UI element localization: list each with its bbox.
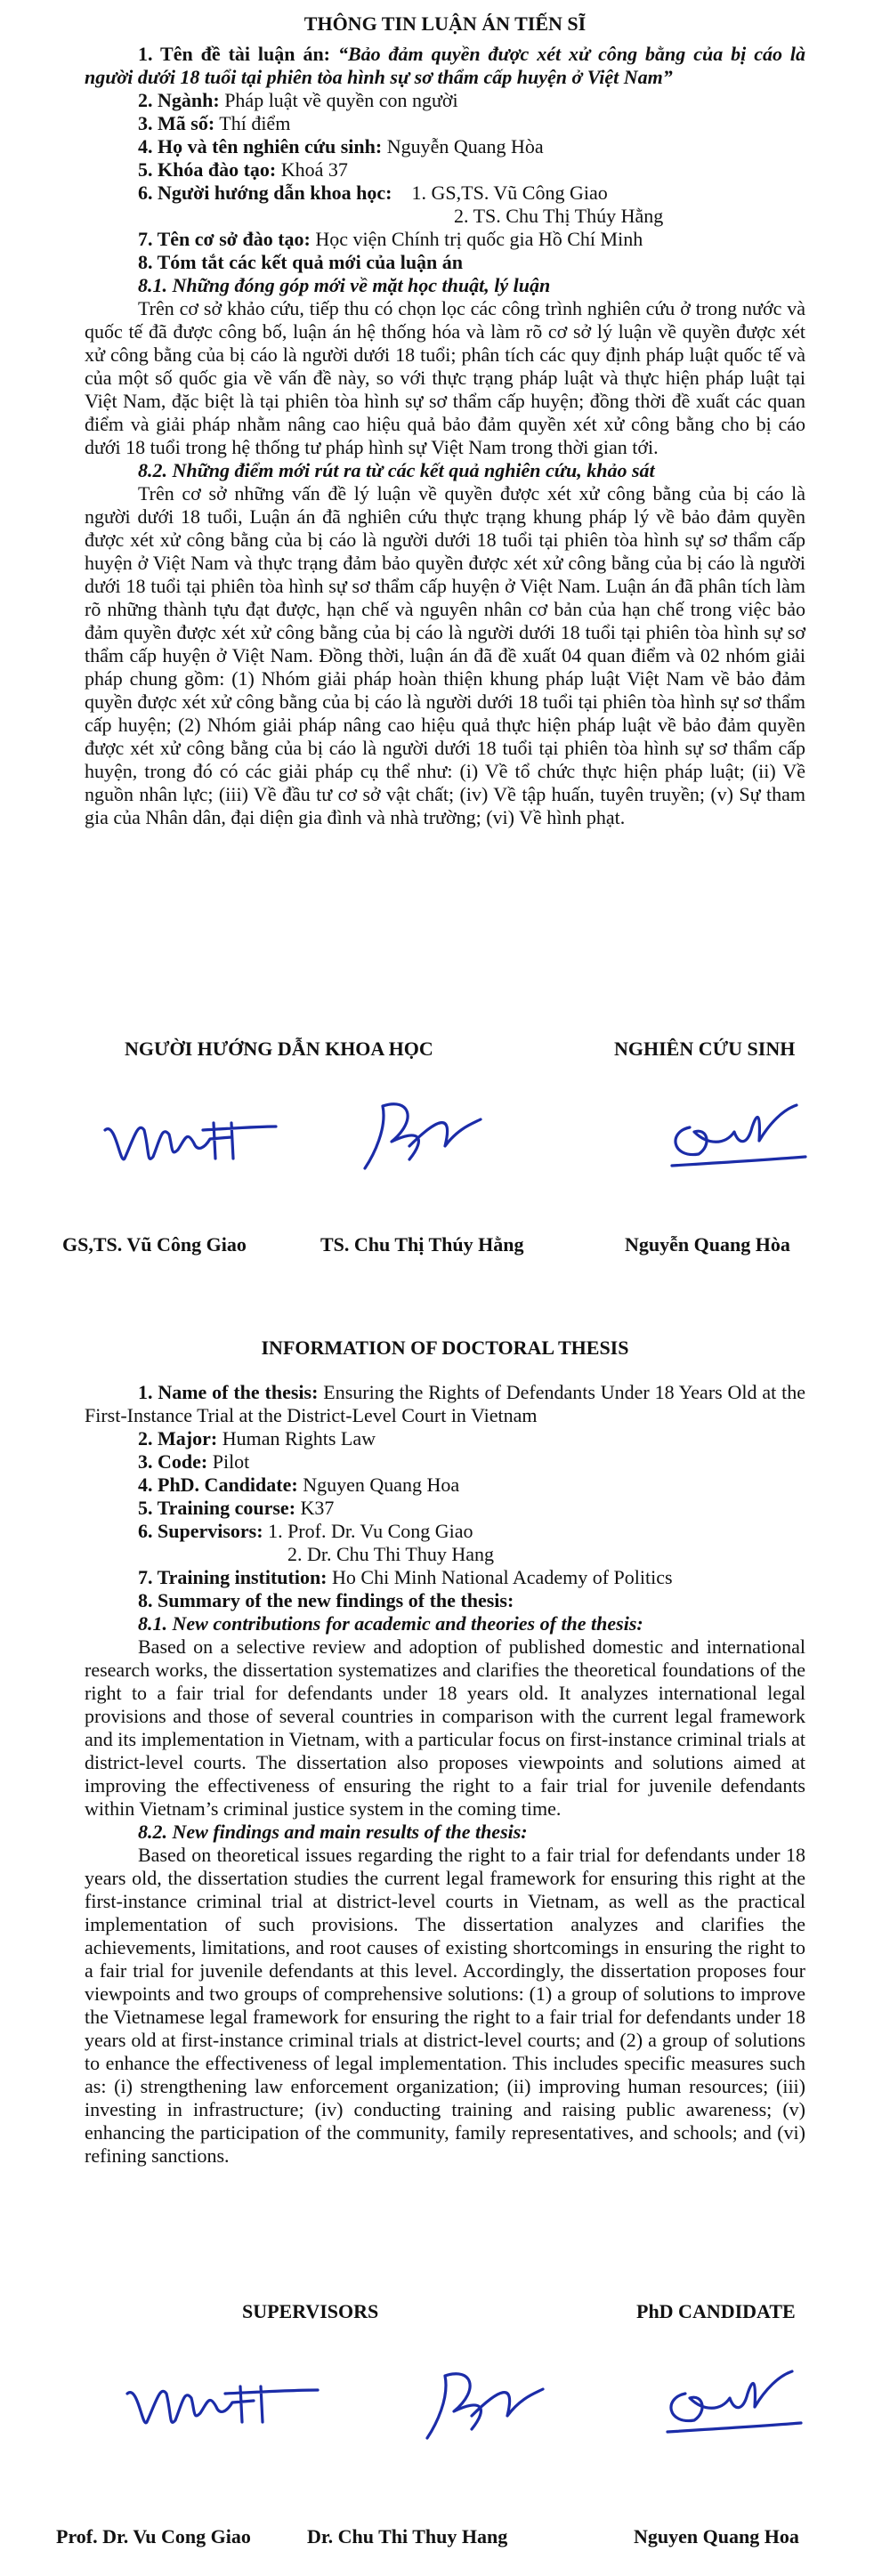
- vi-thesis-label: 1. Tên đề tài luận án:: [138, 43, 331, 65]
- vi-signature-supervisor-1: [98, 1103, 285, 1183]
- vi-code: [85, 112, 805, 135]
- en-name-candidate: Nguyen Quang Hoa: [634, 2525, 799, 2548]
- vi-name-supervisor-2: TS. Chu Thị Thúy Hằng: [320, 1233, 524, 1256]
- vi-candidate-label: 4. Họ và tên nghiên cứu sinh:: [138, 135, 383, 157]
- en-supervisors-label: 6. Supervisors:: [138, 1520, 263, 1542]
- en-supervisor-1: 1. Prof. Dr. Vu Cong Giao: [268, 1520, 473, 1542]
- vi-thesis-name: [85, 43, 805, 89]
- vi-sig-supervisors-heading: NGƯỜI HƯỚNG DẪN KHOA HỌC: [125, 1038, 433, 1060]
- en-thesis-value: Ensuring the Rights of Defendants Under 18 Years Old at the First-Instance Trial at the District-Level Court in Vietnam: [85, 1381, 805, 1426]
- vi-course: [85, 158, 805, 182]
- vi-signature-candidate: [663, 1096, 814, 1176]
- en-candidate: [85, 1474, 805, 1497]
- en-institution-label: 7. Training institution:: [138, 1566, 328, 1588]
- vi-summary-label: 8. Tóm tắt các kết quả mới của luận án: [138, 251, 464, 273]
- en-thesis-label: 1. Name of the thesis:: [138, 1381, 319, 1403]
- vi-candidate: [85, 135, 805, 158]
- en-sig-candidate-heading: PhD CANDIDATE: [636, 2300, 796, 2322]
- en-thesis-name: [85, 1381, 805, 1427]
- vi-major-label: 2. Ngành:: [138, 89, 220, 111]
- vi-supervisors: [85, 182, 805, 205]
- vi-code-label: 3. Mã số:: [138, 112, 215, 134]
- en-supervisor-2: 2. Dr. Chu Thi Thuy Hang: [287, 1543, 495, 1565]
- vi-name-candidate: Nguyễn Quang Hòa: [625, 1233, 790, 1256]
- vi-thesis-value: “Bảo đảm quyền được xét xử công bằng của bị cáo là người dưới 18 tuổi tại phiên tòa hình sự sơ thẩm cấp huyện ở Việt Nam”: [85, 43, 806, 88]
- en-course: [85, 1497, 805, 1520]
- en-code: [85, 1450, 805, 1474]
- vi-signature-supervisor-2: [356, 1093, 490, 1182]
- vi-major-value: Pháp luật về quyền con người: [224, 89, 458, 111]
- vi-supervisor-1: 1. GS,TS. Vũ Công Giao: [411, 182, 608, 204]
- vi-title: THÔNG TIN LUẬN ÁN TIẾN SĨ: [303, 12, 587, 35]
- en-signature-candidate: [659, 2362, 810, 2443]
- en-signature-supervisor-1: [120, 2367, 325, 2447]
- en-title: INFORMATION OF DOCTORAL THESIS: [261, 1336, 629, 1359]
- vi-institution: [85, 228, 805, 251]
- vi-sig-candidate-heading: NGHIÊN CỨU SINH: [614, 1038, 796, 1060]
- vi-course-label: 5. Khóa đào tạo:: [138, 158, 277, 181]
- english-section: [85, 1336, 805, 2168]
- en-name-supervisor-2: Dr. Chu Thi Thuy Hang: [307, 2525, 508, 2548]
- en-course-label: 5. Training course:: [138, 1497, 296, 1519]
- en-s81-heading: 8.1. New contributions for academic and theories of the thesis:: [138, 1612, 643, 1635]
- en-name-supervisor-1: Prof. Dr. Vu Cong Giao: [56, 2525, 251, 2548]
- en-course-value: K37: [300, 1497, 335, 1519]
- vi-s81-heading: 8.1. Những đóng góp mới về mặt học thuật, lý luận: [138, 274, 551, 296]
- vi-candidate-value: Nguyễn Quang Hòa: [386, 135, 544, 157]
- vi-institution-label: 7. Tên cơ sở đào tạo:: [138, 228, 311, 250]
- en-code-label: 3. Code:: [138, 1450, 208, 1473]
- vi-s81-text: Trên cơ sở khảo cứu, tiếp thu có chọn lọc các công trình nghiên cứu ở trong nước và quốc tế đã được công bố, luận án hệ thống hóa và làm rõ cơ sở lý luận về quyền được xét xử công bằng của bị cáo là người dưới 18 tuổi; phân tích các quy định pháp luật quốc tế và của một số quốc gia về vấn đề này, so với thực trạng pháp luật và thực hiện pháp luật tại Việt Nam, đặc biệt là tại phiên tòa hình sự sơ thẩm cấp huyện; đồng thời đề xuất các quan điểm và giải pháp nhằm nâng cao hiệu quả bảo đảm quyền xét xử công bằng cho bị cáo dưới 18 tuổi trong hệ thống tư pháp hình sự Việt Nam trong thời gian tới.: [85, 297, 805, 458]
- en-s81-text: Based on a selective review and adoption of published domestic and international research works, the dissertation systematizes and clarifies the theoretical foundations of the right to a fair trial for defendants under 18 years old. It analyzes international legal provisions and those of several countries in comparison with the current legal framework and its implementation in Vietnam, with a particular focus on first-instance criminal trials at district-level courts. The dissertation also proposes viewpoints and solutions aimed at improving the effectiveness of ensuring the right to a fair trial for juvenile defendants within Vietnam’s criminal justice system in the coming time.: [85, 1635, 805, 1820]
- vi-supervisor-2: 2. TS. Chu Thị Thúy Hằng: [454, 205, 664, 227]
- en-code-value: Pilot: [212, 1450, 250, 1473]
- vietnamese-section: [85, 12, 805, 829]
- en-signature-supervisor-2: [418, 2362, 552, 2451]
- en-major-value: Human Rights Law: [222, 1427, 376, 1450]
- vi-supervisors-label: 6. Người hướng dẫn khoa học:: [138, 182, 392, 204]
- en-candidate-label: 4. PhD. Candidate:: [138, 1474, 298, 1496]
- en-candidate-value: Nguyen Quang Hoa: [303, 1474, 460, 1496]
- vi-s82-text: Trên cơ sở những vấn đề lý luận về quyền được xét xử công bằng của bị cáo là người dưới 18 tuổi, Luận án đã nghiên cứu thực trạng khung pháp lý về bảo đảm quyền được xét xử công bằng của bị cáo là người dưới 18 tuổi tại phiên tòa hình sự sơ thẩm cấp huyện ở Việt Nam và thực trạng đảm bảo quyền được xét xử công bằng của bị cáo là người dưới 18 tuổi tại phiên tòa hình sự sơ thẩm cấp huyện ở Việt Nam. Luận án đã phân tích làm rõ những thành tựu đạt được, hạn chế và nguyên nhân cơ bản của hạn chế trong việc bảo đảm quyền được xét xử công bằng của bị cáo là người dưới 18 tuổi tại phiên tòa hình sự sơ thẩm cấp huyện ở Việt Nam. Đồng thời, luận án đã đề xuất 04 quan điểm và 02 nhóm giải pháp chung gồm: (1) Nhóm giải pháp hoàn thiện khung pháp luật Việt Nam về bảo đảm quyền được xét xử công bằng của bị cáo là người dưới 18 tuổi tại phiên tòa hình sự sơ thẩm cấp huyện; (2) Nhóm giải pháp nâng cao hiệu quả thực hiện pháp luật về bảo đảm quyền được xét xử công bằng của bị cáo là người dưới 18 tuổi tại phiên tòa hình sự sơ thẩm cấp huyện, trong đó có các giải pháp cụ thể như: (i) Về tổ chức thực hiện pháp luật; (ii) Về nguồn nhân lực; (iii) Về đầu tư cơ sở vật chất; (iv) Về tập huấn, tuyên truyền; (v) Sự tham gia của Nhân dân, đại diện gia đình và nhà trường; (vi) Về hình phạt.: [85, 482, 805, 828]
- vi-course-value: Khoá 37: [280, 158, 348, 181]
- en-major-label: 2. Major:: [138, 1427, 218, 1450]
- en-institution: [85, 1566, 805, 1589]
- en-supervisors: [85, 1520, 805, 1543]
- vi-s82-heading: 8.2. Những điểm mới rút ra từ các kết quả nghiên cứu, khảo sát: [138, 459, 655, 481]
- en-sig-supervisors-heading: SUPERVISORS: [242, 2300, 379, 2322]
- en-major: [85, 1427, 805, 1450]
- vi-code-value: Thí điểm: [219, 112, 291, 134]
- vi-name-supervisor-1: GS,TS. Vũ Công Giao: [62, 1233, 247, 1256]
- en-s82-heading: 8.2. New findings and main results of the thesis:: [138, 1821, 528, 1843]
- en-institution-value: Ho Chi Minh National Academy of Politics: [332, 1566, 673, 1588]
- en-s82-text: Based on theoretical issues regarding the right to a fair trial for defendants under 18 years old, the dissertation studies the current legal framework for ensuring this right at the first-instance criminal trial at district-level courts in Vietnam, as well as the practical implementation of such provisions. The dissertation analyzes and clarifies the achievements, limitations, and root causes of existing shortcomings in ensuring the right to a fair trial for juvenile defendants at this level. Accordingly, the dissertation proposes four viewpoints and two groups of comprehensive solutions: (1) a group of solutions to improve the Vietnamese legal framework for ensuring the right to a fair trial for defendants under 18 years old at first-instance criminal trials at district-level courts; and (2) a group of solutions to enhance the effectiveness of legal implementation. This includes specific measures such as: (i) strengthening law enforcement organization; (ii) improving human resources; (iii) investing in infrastructure; (iv) conducting training and raising public awareness; (v) enhancing the participation of the community, family representatives, and schools; and (vi) refining sanctions.: [85, 1844, 805, 2167]
- vi-institution-value: Học viện Chính trị quốc gia Hồ Chí Minh: [315, 228, 643, 250]
- en-summary-label: 8. Summary of the new findings of the thesis:: [138, 1589, 514, 1611]
- vi-major: [85, 89, 805, 112]
